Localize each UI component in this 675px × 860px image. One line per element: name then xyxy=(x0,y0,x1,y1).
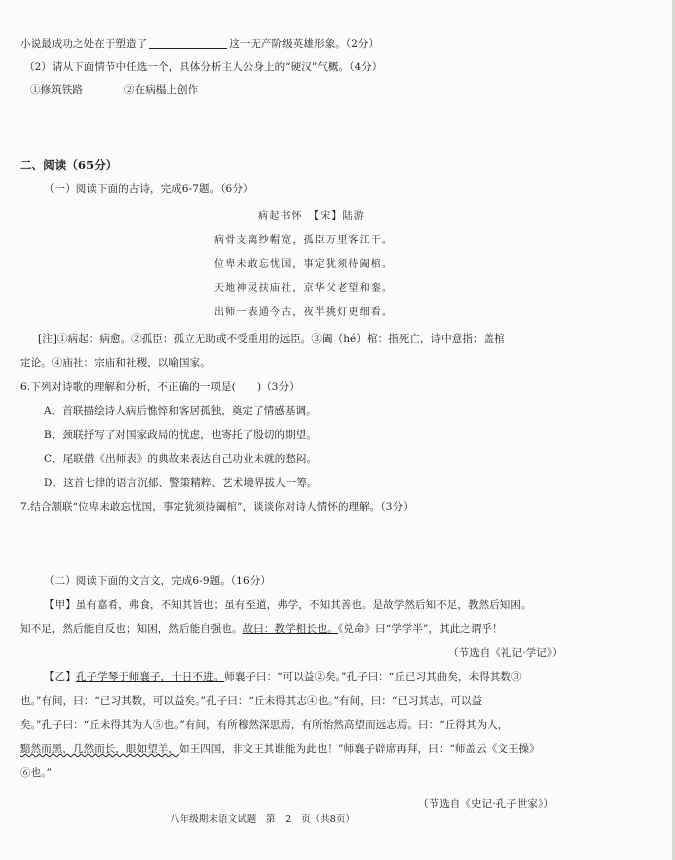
section-heading-reading: 二、阅读（65分） xyxy=(20,158,118,172)
poem-line: 天地神灵扶庙社，京华父老望和銮。 xyxy=(214,283,394,294)
option-2: ②在病榻上创作 xyxy=(124,84,199,96)
answer-blank[interactable] xyxy=(149,38,227,49)
underlined-sentence: 孔子学琴于师襄子，十日不进。 xyxy=(75,671,225,683)
passage-yi-end: ⑥也。” xyxy=(20,767,53,779)
passage-yi: 【乙】孔子学琴于师襄子，十日不进。师襄子曰：“可以益②矣。”孔子曰：“丘已习其曲矣，未得其数③ xyxy=(44,671,522,683)
part1-intro: （一）阅读下面的古诗，完成6-7题。（6分） xyxy=(44,183,254,195)
passage-yi-cont: 矣。”孔子曰：“丘未得其为人⑤也。”有间，有所穆然深思焉，有所怡然高望而远志焉。曰：“丘得其为人， xyxy=(20,719,509,731)
passage-yi-cont: 也。”有间，曰：“已习其数，可以益矣。”孔子曰：“丘未得其志④也。”有间，曰：“已习其志，可以益 xyxy=(20,695,483,707)
underlined-sentence: 故曰：教学相长也。 xyxy=(242,623,339,635)
question-line-hero: 小说最成功之处在于塑造了 这一无产阶级英雄形象。（2分） xyxy=(20,38,380,50)
question-7: 7.结合颔联“位卑未敢忘忧国，事定犹须待阖棺”，谈谈你对诗人情怀的理解。（3分） xyxy=(20,501,414,513)
q6-option-c: C．尾联借《出师表》的典故来表达自己功业未就的愁闷。 xyxy=(44,453,318,465)
wavy-underlined-sentence: 黯然而黑，几然而长，眼如望羊， xyxy=(20,743,179,755)
passage-jia: 【甲】虽有嘉肴，弗食，不知其旨也；虽有至道，弗学，不知其善也。是故学然后知不足，教然后知困。 xyxy=(44,599,532,611)
poem-line: 位卑未敢忘忧国，事定犹须待阖棺。 xyxy=(214,259,394,270)
passage-yi-cont: 黯然而黑，几然而长，眼如望羊，如王四国，非文王其谁能为此也！”师襄子辟席再拜，曰：“师盖云《文王操》 xyxy=(20,743,540,755)
page-footer: 八年级期末语文试题 第 2 页（共8页） xyxy=(170,814,356,825)
source-citation-jia: （节选自《礼记·学记》） xyxy=(448,647,563,659)
poem-notes-cont: 定论。④庙社：宗庙和社稷，以喻国家。 xyxy=(20,357,211,369)
question-2-prompt: （2）请从下面情节中任选一个，具体分析主人公身上的“硬汉”气概。（4分） xyxy=(24,61,383,73)
source-citation-yi: （节选自《史记·孔子世家》） xyxy=(418,798,554,810)
option-1: ①修筑铁路 xyxy=(30,84,83,96)
part2-intro: （二）阅读下面的文言文，完成6-9题。（16分） xyxy=(44,575,271,587)
passage-jia-cont: 知不足，然后能自反也；知困，然后能自强也。故曰：教学相长也。《兑命》曰“学学半”，其此之谓乎！ xyxy=(20,623,503,635)
q6-option-d: D．这首七律的语言沉郁、警策精粹、艺术境界拔人一筹。 xyxy=(44,477,318,489)
poem-line: 出师一表通今古，夜半挑灯更细看。 xyxy=(214,307,394,318)
q6-option-a: A．首联描绘诗人病后憔悴和客居孤独，奠定了情感基调。 xyxy=(44,405,317,417)
q6-option-b: B．颈联抒写了对国家政局的忧虑，也寄托了殷切的期望。 xyxy=(44,429,317,441)
poem-title: 病起书怀 【宋】陆游 xyxy=(258,211,365,222)
poem-line: 病骨支离纱帽宽，孤臣万里客江干。 xyxy=(214,235,394,246)
question-6: 6.下列对诗歌的理解和分析，不正确的一项是( )（3分） xyxy=(20,381,300,393)
poem-notes: [注]①病起：病愈。②孤臣：孤立无助或不受重用的远臣。③阖（hé）棺：指死亡，诗中意指：盖棺 xyxy=(38,333,505,345)
